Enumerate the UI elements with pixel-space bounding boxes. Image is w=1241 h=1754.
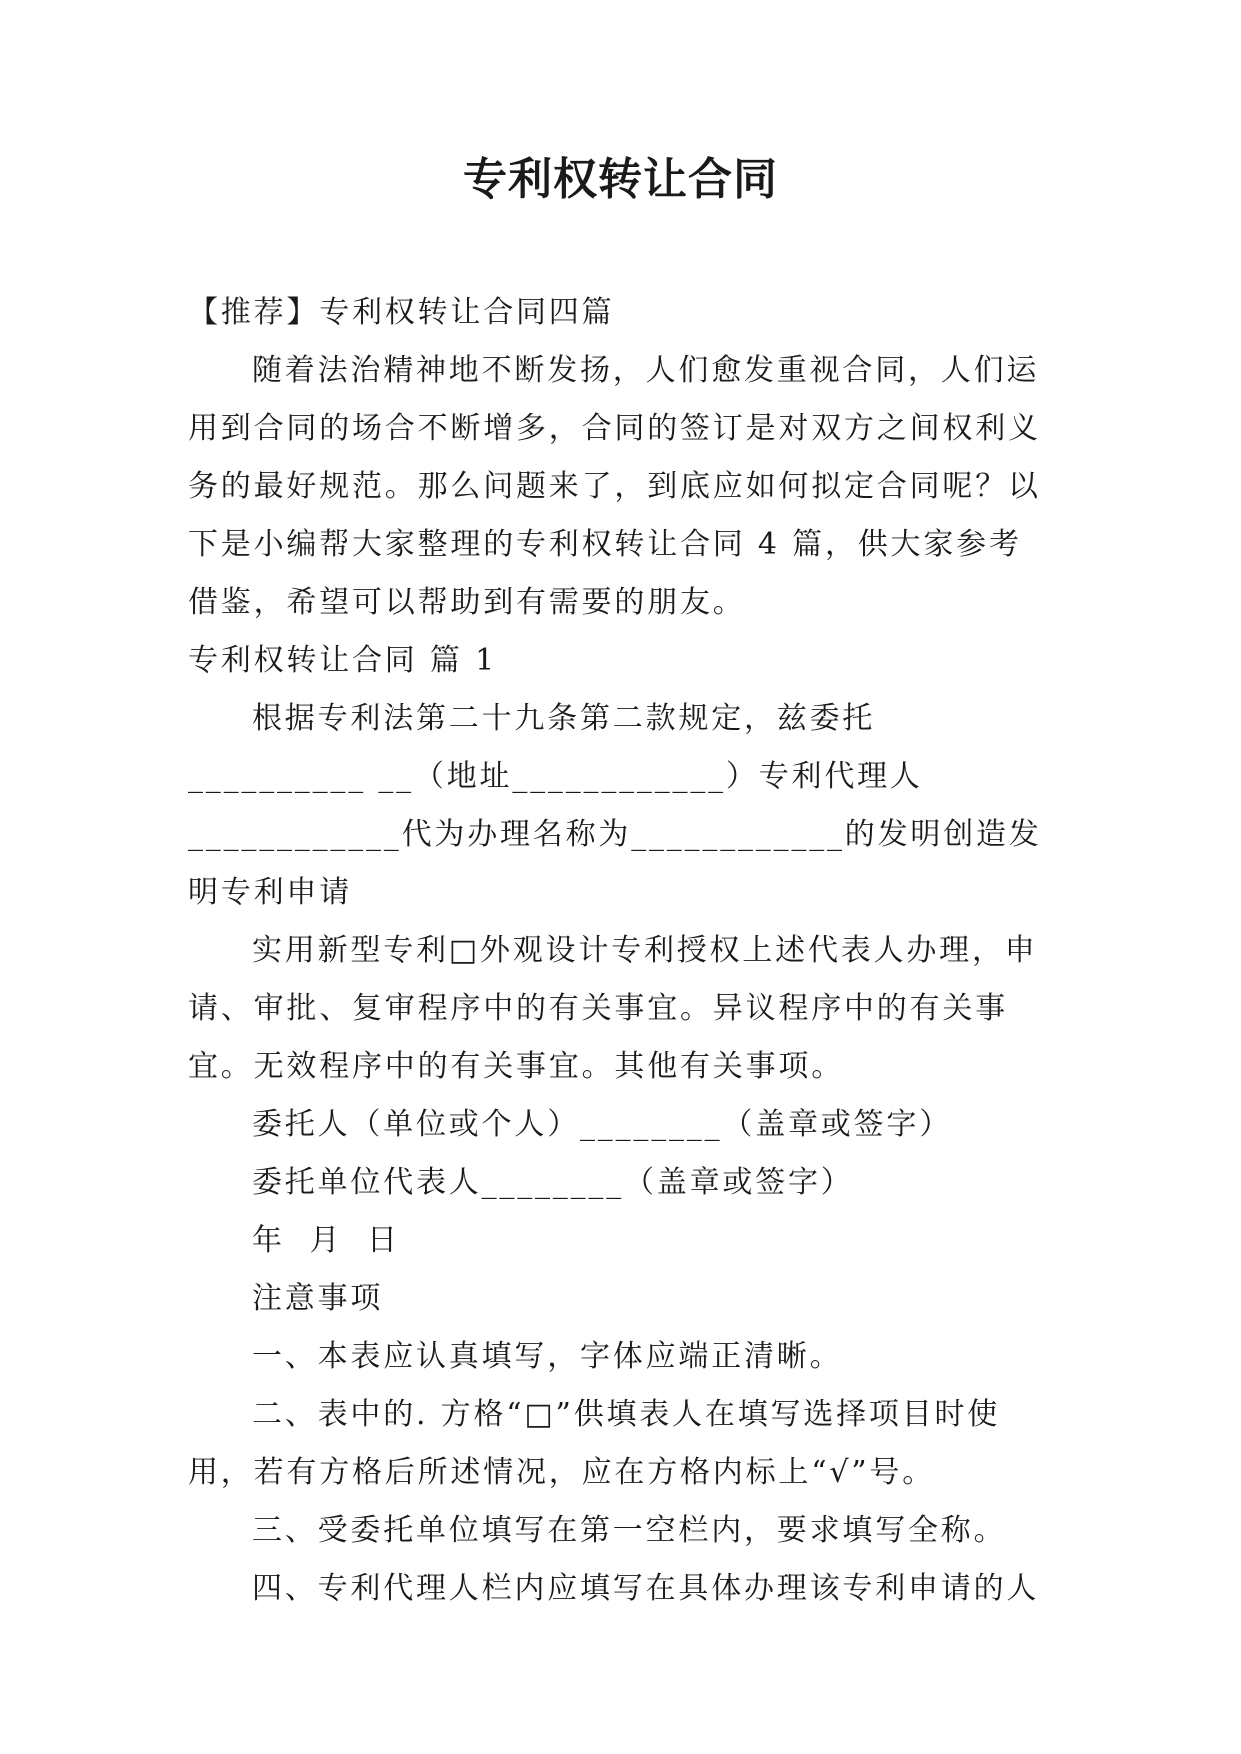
recommend-heading: 【推荐】专利权转让合同四篇 <box>188 295 615 330</box>
representative-signature-line: 委托单位代表人________（盖章或签字） <box>252 1165 854 1200</box>
date-line: 年 月 日 <box>252 1223 400 1258</box>
document-title: 专利权转让合同 <box>463 154 778 205</box>
scope-paragraph: 实用新型专利□外观设计专利授权上述代表人办理，申请、审批、复审程序中的有关事宜。异议程序中的有关事宜。无效程序中的有关事宜。其他有关事项。 <box>188 933 1038 1084</box>
note-item-4: 四、专利代理人栏内应填写在具体办理该专利申请的人 <box>252 1571 1040 1606</box>
document-body <box>188 284 1050 1618</box>
intro-paragraph: 随着法治精神地不断发扬，人们愈发重视合同，人们运用到合同的场合不断增多，合同的签订是对双方之间权利义务的最好规范。那么问题来了，到底应如何拟定合同呢？以下是小编帮大家整理的专利权转让合同 4 篇，供大家参考借鉴，希望可以帮助到有需要的朋友。 <box>188 353 1041 620</box>
section-heading: 专利权转让合同 篇 1 <box>188 643 497 678</box>
principal-signature-line: 委托人（单位或个人）________（盖章或签字） <box>252 1107 952 1142</box>
authorization-paragraph: 根据专利法第二十九条第二款规定，兹委托__________ __（地址____________）专利代理人____________代为办理名称为____________的发明创造发明专利申请 <box>188 701 1042 910</box>
note-item-1: 一、本表应认真填写，字体应端正清晰。 <box>252 1339 843 1374</box>
note-item-2: 二、表中的. 方格“□”供填表人在填写选择项目时使用，若有方格后所述情况，应在方格内标上“√”号。 <box>188 1397 1001 1490</box>
note-item-3: 三、受委托单位填写在第一空栏内，要求填写全称。 <box>252 1513 1007 1548</box>
notes-heading: 注意事项 <box>252 1281 384 1316</box>
